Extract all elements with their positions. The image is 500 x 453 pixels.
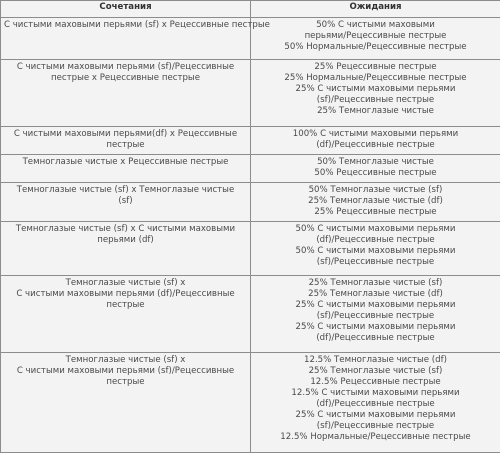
expectation-cell xyxy=(251,276,500,353)
combination-line: пестрые xyxy=(4,140,247,151)
expectation-line: 12.5% С чистыми маховыми перьями xyxy=(254,388,497,399)
combination-line: С чистыми маховыми перьями(df) x Рецессивные xyxy=(4,129,247,140)
expectation-cell xyxy=(251,127,500,155)
table-row xyxy=(1,222,500,276)
combination-line: пестрые xyxy=(4,377,247,388)
expectation-line: 25% Нормальные/Рецессивные пестрые xyxy=(254,73,497,84)
combination-line: Темноглазые чистые (sf) x Темноглазые чистые xyxy=(4,185,247,196)
table-row xyxy=(1,155,500,183)
expectation-line: (sf)/Рецессивные пестрые xyxy=(254,95,497,106)
expectation-line: 50% С чистыми маховыми перьями xyxy=(254,246,497,257)
expectation-line: 100% С чистыми маховыми перьями xyxy=(254,129,497,140)
expectation-line: (sf)/Рецессивные пестрые xyxy=(254,311,497,322)
expectation-line: 25% С чистыми маховыми перьями xyxy=(254,410,497,421)
expectation-line: 50% С чистыми маховыми перьями xyxy=(254,224,497,235)
combination-line: Темноглазые чистые x Рецессивные пестрые xyxy=(4,157,247,168)
expectation-cell xyxy=(251,353,500,453)
combination-line: Темноглазые чистые (sf) x xyxy=(4,278,247,289)
combination-line: пестрые x Рецессивные пестрые xyxy=(4,73,247,84)
combination-line: Темноглазые чистые (sf) x С чистыми маховыми xyxy=(4,224,247,235)
expectation-line: 25% Темноглазые чистые (df) xyxy=(254,289,497,300)
expectation-line: (df)/Рецессивные пестрые xyxy=(254,333,497,344)
expectation-line: 25% С чистыми маховыми перьями xyxy=(254,322,497,333)
expectation-cell xyxy=(251,18,500,60)
expectation-line: 50% Темноглазые чистые xyxy=(254,157,497,168)
expectation-line: (df)/Рецессивные пестрые xyxy=(254,140,497,151)
table-row xyxy=(1,60,500,127)
expectation-line: 50% Нормальные/Рецессивные пестрые xyxy=(254,42,497,53)
expectation-line: (sf)/Рецессивные пестрые xyxy=(254,257,497,268)
expectation-line: (df)/Рецессивные пестрые xyxy=(254,235,497,246)
header-expectations: Ожидания xyxy=(251,1,500,18)
header-combinations: Сочетания xyxy=(1,1,251,18)
combination-cell xyxy=(1,127,251,155)
combination-line: С чистыми маховыми перьями (sf)/Рецессивные xyxy=(4,366,247,377)
table-row xyxy=(1,18,500,60)
expectation-line: 12.5% Нормальные/Рецессивные пестрые xyxy=(254,432,497,443)
combination-line: пестрые xyxy=(4,300,247,311)
table-row xyxy=(1,276,500,353)
expectation-cell xyxy=(251,60,500,127)
expectation-line: 50% Темноглазые чистые (sf) xyxy=(254,185,497,196)
expectation-line: (df)/Рецессивные пестрые xyxy=(254,399,497,410)
header-row xyxy=(1,1,500,18)
table-row xyxy=(1,127,500,155)
combination-line: Темноглазые чистые (sf) x xyxy=(4,355,247,366)
expectation-line: 50% С чистыми маховыми xyxy=(254,20,497,31)
combination-line: перьями (df) xyxy=(4,235,247,246)
expectation-line: 50% Рецессивные пестрые xyxy=(254,168,497,179)
combination-line: С чистыми маховыми перьями (sf)/Рецессивные xyxy=(4,62,247,73)
combination-cell xyxy=(1,222,251,276)
expectation-line: 25% Темноглазые чистые (sf) xyxy=(254,278,497,289)
expectation-cell xyxy=(251,155,500,183)
table-row xyxy=(1,183,500,222)
expectation-line: 25% С чистыми маховыми перьями xyxy=(254,300,497,311)
expectation-line: 25% Темноглазые чистые xyxy=(254,106,497,117)
expectation-line: 12.5% Темноглазые чистые (df) xyxy=(254,355,497,366)
table-row xyxy=(1,353,500,453)
combination-line: С чистыми маховыми перьями (df)/Рецессивные xyxy=(4,289,247,300)
combination-line: (sf) xyxy=(4,196,247,207)
expectation-cell xyxy=(251,183,500,222)
expectation-line: перьями/Рецессивные пестрые xyxy=(254,31,497,42)
combination-cell xyxy=(1,276,251,353)
expectation-line: 25% Темноглазые чистые (df) xyxy=(254,196,497,207)
combination-cell xyxy=(1,155,251,183)
combination-cell xyxy=(1,18,251,60)
expectation-line: 12.5% Рецессивные пестрые xyxy=(254,377,497,388)
expectation-line: 25% С чистыми маховыми перьями xyxy=(254,84,497,95)
expectation-line: 25% Рецессивные пестрые xyxy=(254,62,497,73)
expectation-line: 25% Рецессивные пестрые xyxy=(254,207,497,218)
combination-cell xyxy=(1,183,251,222)
combination-line: С чистыми маховыми перьями (sf) x Рецессивные пестрые xyxy=(4,20,247,31)
expectation-line: 25% Темноглазые чистые (sf) xyxy=(254,366,497,377)
expectation-cell xyxy=(251,222,500,276)
expectation-line: (sf)/Рецессивные пестрые xyxy=(254,421,497,432)
combination-cell xyxy=(1,353,251,453)
combination-cell xyxy=(1,60,251,127)
